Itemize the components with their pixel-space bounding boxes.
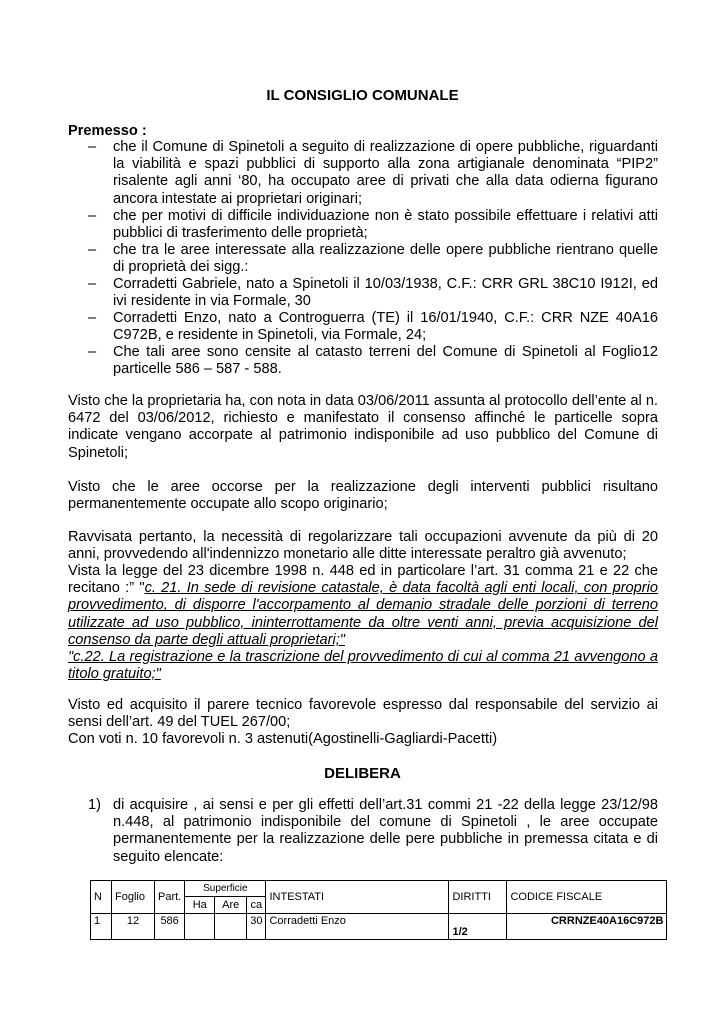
header-superficie: Superficie [185,881,266,897]
cell-n: 1 [91,914,112,940]
cell-foglio: 12 [112,914,155,940]
premesso-item-text: Corradetti Enzo, nato a Controguerra (TE) il 16/01/1940, C.F.: CRR NZE 40A16 C972B, e residente in Spinetoli, via Formale, 24; [113,310,658,344]
header-intestati: INTESTATI [266,881,449,914]
visto-paragraph-1: Visto che la proprietaria ha, con nota in data 03/06/2011 assunta al protocollo dell’ente al n. 6472 del 03/06/2012, richiesto e manifestato il consenso affinché le particelle sopra indicate vengano accorpate al patrimonio indisponibile ad uso pubblico del Comune di Spinetoli; [68,393,658,461]
dash-marker: – [88,242,97,258]
legge-paragraph [68,563,658,683]
dash-marker: – [88,208,97,224]
premesso-label: Premesso : [68,123,147,139]
cell-part: 586 [155,914,185,940]
dash-marker: – [88,139,97,155]
cell-diritti: 1/2 [449,914,507,940]
cell-ha [185,914,215,940]
header-diritti: DIRITTI [449,881,507,914]
header-foglio: Foglio [112,881,155,914]
cell-codice-fiscale: CRRNZE40A16C972B [507,914,667,940]
premesso-item-text: Corradetti Gabriele, nato a Spinetoli il 10/03/1938, C.F.: CRR GRL 38C10 I912I, ed ivi residente in via Formale, 30 [113,276,658,310]
item-number: 1) [88,797,101,813]
dash-marker: – [88,344,97,360]
table-row [91,914,667,940]
header-ca: ca [247,896,266,913]
header-part: Part. [155,881,185,914]
document-title: IL CONSIGLIO COMUNALE [266,87,459,104]
delibera-heading: DELIBERA [324,765,401,782]
premesso-item-text: che per motivi di difficile individuazione non è stato possibile effettuare i relativi atti pubblici di trasferimento delle proprietà; [113,208,658,242]
header-codice-fiscale: CODICE FISCALE [507,881,667,914]
header-ha: Ha [185,896,215,913]
premesso-item-text: che il Comune di Spinetoli a seguito di realizzazione di opere pubbliche, riguardanti la viabilità e spazi pubblici di supporto alla zona artigianale denominata “PIP2” risalente agli anni ‘80, ha occupato aree di privati che alla data odierna figurano ancora intestate ai proprietari originari; [113,139,658,207]
voti-line: Con voti n. 10 favorevoli n. 3 astenuti(Agostinelli-Gagliardi-Pacetti) [68,731,498,747]
cell-intestati: Corradetti Enzo [266,914,449,940]
quote-comma-21: c. 21. In sede di revisione catastale, è data facoltà agli enti locali, con proprio provvedimento, di disporre l'accorpamento al demanio stradale delle porzioni di terreno utilizzate ad uso pubblico, ininterrottamente da oltre venti anni, previa acquisizione del consenso da parte degli attuali proprietari;" [68,580,659,648]
premesso-item-text: Che tali aree sono censite al catasto terreni del Comune di Spinetoli al Foglio12 particelle 586 – 587 - 588. [113,344,658,378]
table-header-row [91,881,667,897]
cell-are [215,914,247,940]
header-are: Are [215,896,247,913]
quote-comma-22: "c.22. La registrazione e la trascrizione del provvedimento di cui al comma 21 avvengono a titolo gratuito;" [68,649,658,683]
item-text: di acquisire , ai sensi e per gli effetti dell’art.31 commi 21 -22 della legge 23/12/98 n.448, al patrimonio indisponibile del comune di Spinetoli , le aree occupate permanentemente per la realizzazione delle pere pubbliche in premessa citata e di seguito elencate: [113,797,658,865]
ravvisata-paragraph: Ravvisata pertanto, la necessità di regolarizzare tali occupazioni avvenute da più di 20 anni, provvedendo all'indennizzo monetario alle ditte interessate peraltro già avvenuto; [68,529,658,563]
particelle-table [90,880,667,940]
legge-intro: Vista la legge del 23 dicembre 1998 n. 448 ed in particolare l’art. 31 comma 21 e 22 che recitano :” " [68,563,658,597]
premesso-item-text: che tra le aree interessate alla realizzazione delle opere pubbliche rientrano quelle di proprietà dei sigg.: [113,242,658,276]
cell-ca: 30 [247,914,266,940]
header-n: N [91,881,112,914]
dash-marker: – [88,310,97,326]
dash-marker: – [88,276,97,292]
visto-paragraph-3: Visto ed acquisito il parere tecnico favorevole espresso dal responsabile del servizio ai sensi dell’art. 49 del TUEL 267/00; [68,697,658,731]
visto-paragraph-2: Visto che le aree occorse per la realizzazione degli interventi pubblici risultano permanentemente occupate allo scopo originario; [68,479,658,513]
